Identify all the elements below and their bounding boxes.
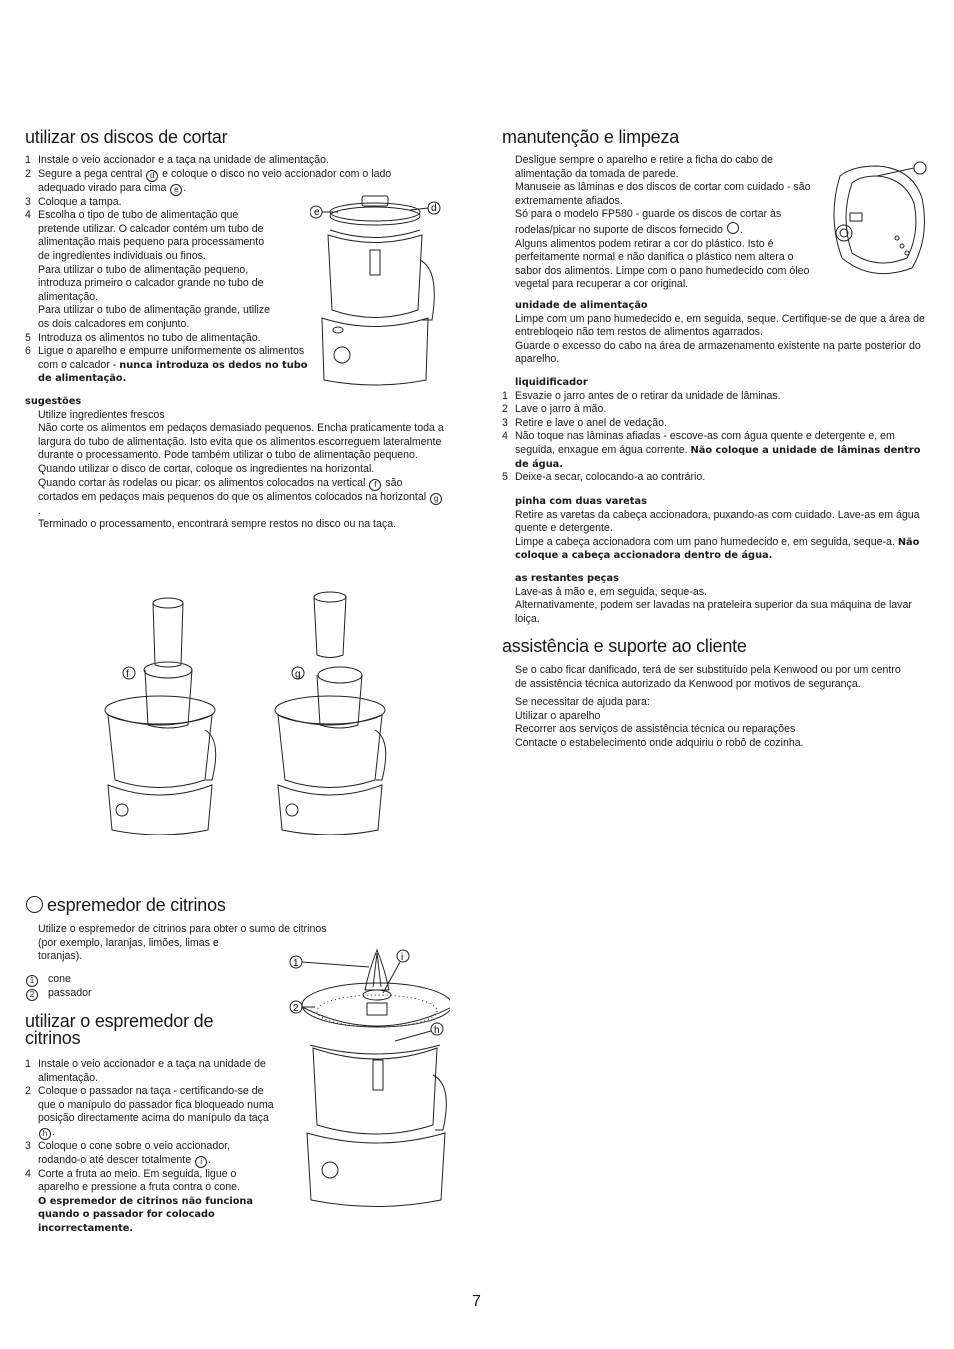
list-item: 3 Retire e lave o anel de vedação. <box>502 416 667 429</box>
assistencia-block: Se o cabo ficar danificado, terá de ser substituído pela Kenwood ou por um centro de assistência técnica autorizado da Kenwood por motivos de segurança. Se necessitar de ajuda para: Utilizar o aparelho Recorrer aos serviços de assistência técnica ou reparações Contacte o estabelecimento onde adquiriu o robô de cozinha. <box>515 664 901 749</box>
espremedor-parts <box>25 973 175 1001</box>
sugestoes-block: sugestões Utilize ingredientes frescos Não corte os alimentos em pedaços demasiado pequenos. Encha praticamente toda a largura do tubo de alimentação. Isto evita que os alimentos escorreguem lateralmente durante o processamento. Pode também utilizar o tubo de alimentação pequeno. Quando utilizar o disco de cortar, coloque os ingredientes na horizontal. Quando cortar às rodelas ou picar: os alimentos colocados na vertical f são cortados em pedaços mais pequenos do que os alimentos colocados na horizontal g. Terminado o processamento, encontrará sempre restos no disco ou na taça. <box>25 396 444 531</box>
section-title-discos: utilizar os discos de cortar <box>25 127 228 147</box>
subheading-pinha: pinha com duas varetas <box>515 496 647 507</box>
list-item: 1 Instale o veio accionador e a taça na unidade de alimentação. <box>25 154 329 166</box>
fig-label-g: g <box>295 669 301 680</box>
unidade-block: unidade de alimentação Limpe com um pano humedecido e, em seguida, seque. Certifique-se de que a área de entrebloqeio não tem restos de alimentos agarrados. Guarde o excesso do cabo na área de armazenamento existente na parte posterior do aparelho. <box>515 299 930 367</box>
fig-label-e: e <box>314 207 320 218</box>
marker-i: i <box>195 1156 207 1168</box>
fig-label-d: d <box>431 203 437 214</box>
subheading-sugestoes: sugestões <box>25 396 82 407</box>
fig-label-f: f <box>126 669 129 680</box>
liquidificador-block <box>502 376 930 485</box>
pinha-block: pinha com duas varetas Retire as varetas da cabeça accionadora, puxando-as com cuidado. Lave-as em água quente e detergente. Limpe a cabeça accionadora com um pano humedecido e, em seguida, seque-a. Não coloque a cabeça accionadora dentro de água. <box>515 495 930 563</box>
restantes-block: as restantes peças Lave-as à mão e, em seguida, seque-as. Alternativamente, podem ser lavadas na prateleira superior da sua máquina de lavar loiça. <box>515 572 930 626</box>
list-item: 4 Corte a fruta ao meio. Em seguida, ligue o aparelho e pressione a fruta contra o cone. O espremedor de citrinos não funciona quando o passador for colocado incorrectamente. <box>25 1167 254 1234</box>
fig-label-i: i <box>401 952 404 963</box>
list-item: 1 cone <box>25 973 175 987</box>
marker-g: g <box>430 493 442 505</box>
fig-label-1: 1 <box>293 958 299 969</box>
list-item: 6 Ligue o aparelho e empurre uniformemente os alimentos com o calcador - nunca introduza os dedos no tubo de alimentação. <box>25 345 308 385</box>
espremedor-intro: Utilize o espremedor de citrinos para obter o sumo de citrinos (por exemplo, laranjas, limões, limas e toranjas). <box>38 923 327 963</box>
citrus-icon <box>26 896 43 913</box>
disc-holder-icon <box>727 222 739 234</box>
list-item: 4 Escolha o tipo de tubo de alimentação que pretende utilizar. O calcador contém um tubo de alimentação mais pequeno para processamento de ingredientes individuais ou finos. Para utilizar o tubo de alimentação pequeno, introduza primeiro o calcador grande no tubo de alimentação. Para utilizar o tubo de alimentação grande, utilize os dois calcadores em conjunto. <box>25 209 271 330</box>
list-item: 3 Coloque o cone sobre o veio accionador, rodando-o até descer totalmente i . <box>25 1139 230 1166</box>
manutencao-intro: Desligue sempre o aparelho e retire a ficha do cabo de alimentação da tomada de parede. Manuseie as lâminas e dos discos de cortar com cuidado - são extremamente afiados. Só para o modelo FP580 - guarde os discos de cortar às rodelas/picar no suporte de discos fornecido . Alguns alimentos podem retirar a cor do plástico. Isto é perfeitamente normal e não danifica o plástico nem altera o sabor dos alimentos. Limpe com o pano humedecido com óleo vegetal para recuperar a cor original. <box>515 154 811 291</box>
marker-f: f <box>369 479 381 491</box>
food-processor-feed-tube-illustrations <box>100 585 430 835</box>
list-item: 1 Esvazie o jarro antes de o retirar da unidade de lâminas. <box>502 389 781 402</box>
subheading-liquidificador: liquidificador <box>515 377 588 388</box>
list-item: 5 Introduza os alimentos no tubo de alimentação. <box>25 331 261 344</box>
list-item: 2 Segure a pega central d e coloque o disco no veio accionador com o lado adequado virado para cima e . <box>25 167 392 194</box>
list-item: 4 Não toque nas lâminas afiadas - escove-as com água quente e detergente e, em seguida, enxague em água corrente. Não coloque a unidade de lâminas dentro de água. <box>502 430 921 470</box>
list-item: 5 Deixe-a secar, colocando-a ao contrário. <box>502 471 706 484</box>
section-title-espremedor-wrap <box>25 895 226 916</box>
disc-storage-illustration <box>822 158 932 288</box>
list-item: 2 passador <box>25 987 175 1001</box>
utilizar-espremedor-steps <box>25 1058 275 1236</box>
list-item: 3 Coloque a tampa. <box>25 195 122 208</box>
list-item: 2 Coloque o passador na taça - certificando-se de que o manípulo do passador fica bloqueado numa posição directamente acima do manípulo da taça h . <box>25 1085 274 1138</box>
list-item: 1 Instale o veio accionador e a taça na unidade de alimentação. <box>25 1058 266 1084</box>
fig-label-h: h <box>434 1025 440 1036</box>
section-title-manutencao: manutenção e limpeza <box>502 127 680 147</box>
marker-d: d <box>146 170 158 182</box>
subheading-restantes: as restantes peças <box>515 573 619 584</box>
section-title-espremedor: espremedor de citrinos <box>47 895 226 915</box>
page-number: 7 <box>472 1293 481 1310</box>
citrus-juicer-illustration <box>285 945 450 1210</box>
section-title-utilizar-espremedor: utilizar o espremedor de citrinos <box>25 1011 214 1048</box>
fig-label-2: 2 <box>293 1003 299 1014</box>
list-item: 2 Lave o jarro à mão. <box>502 403 607 416</box>
subheading-unidade: unidade de alimentação <box>515 300 648 311</box>
marker-h: h <box>39 1128 51 1140</box>
marker-e: e <box>170 184 182 196</box>
food-processor-disc-illustration <box>310 190 445 390</box>
section-title-assistencia: assistência e suporte ao cliente <box>502 636 747 656</box>
